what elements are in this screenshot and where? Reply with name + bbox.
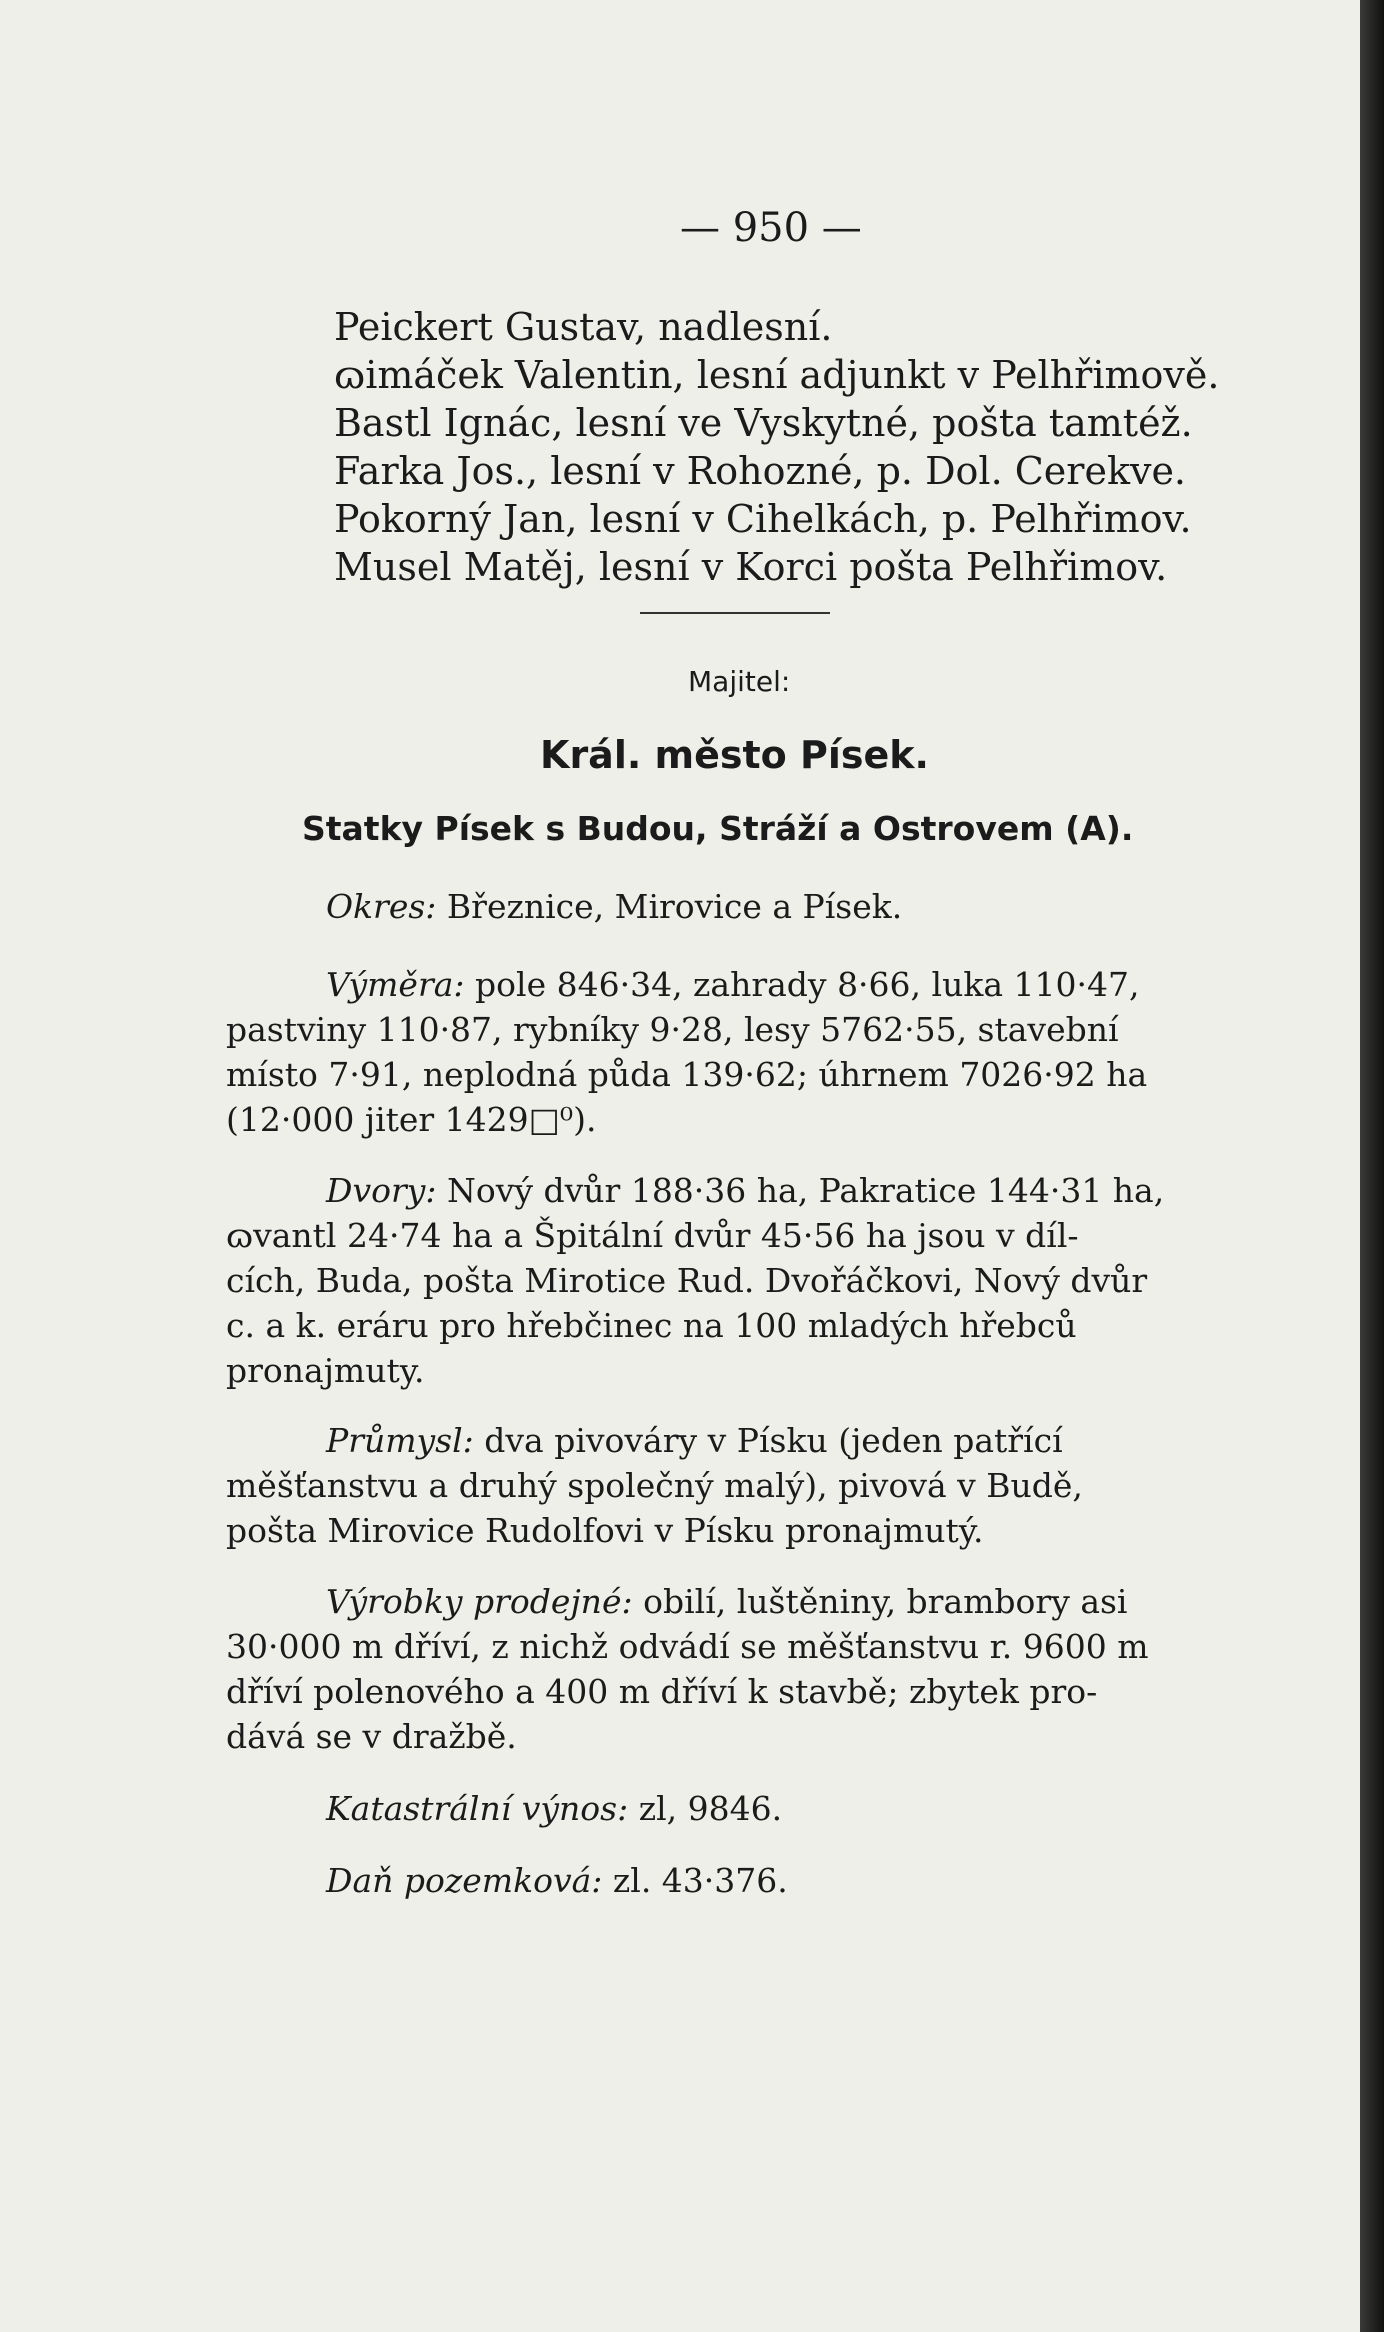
prumysl-line	[326, 1421, 1063, 1460]
okres-label: Okres:	[326, 887, 437, 926]
staff-line: ɷimáček Valentin, lesní adjunkt v Pelhřimově.	[334, 353, 1220, 397]
vyrobky-text: obilí, luštěniny, brambory asi	[643, 1582, 1128, 1621]
owner-label: Majitel:	[688, 665, 791, 698]
page-edge-shadow	[1360, 0, 1384, 2332]
katastralni-label: Katastrální výnos:	[326, 1789, 629, 1828]
prumysl-line: pošta Mirovice Rudolfovi v Písku pronajmutý.	[226, 1511, 984, 1550]
staff-line: Bastl Ignác, lesní ve Vyskytné, pošta tamtéž.	[334, 401, 1193, 445]
vyrobky-line	[326, 1582, 1128, 1621]
dan-text: zl. 43·376.	[612, 1861, 788, 1900]
okres-line	[326, 887, 903, 926]
staff-line: Pokorný Jan, lesní v Cihelkách, p. Pelhřimov.	[334, 497, 1192, 541]
vymera-text: pole 846·34, zahrady 8·66, luka 110·47,	[475, 965, 1140, 1004]
dan-label: Daň pozemková:	[326, 1861, 603, 1900]
katastralni-line	[326, 1789, 783, 1828]
vyrobky-line: dává se v dražbě.	[226, 1717, 517, 1756]
staff-line: Peickert Gustav, nadlesní.	[334, 305, 833, 349]
katastralni-text: zl, 9846.	[638, 1789, 783, 1828]
vymera-line	[326, 965, 1140, 1004]
prumysl-label: Průmysl:	[326, 1421, 474, 1460]
dvory-line: pronajmuty.	[226, 1351, 425, 1390]
vyrobky-label: Výrobky prodejné:	[326, 1582, 633, 1621]
page-number: — 950 —	[680, 205, 862, 251]
okres-text: Březnice, Mirovice a Písek.	[446, 887, 903, 926]
estate-heading: Statky Písek s Budou, Stráží a Ostrovem (A).	[302, 809, 1134, 848]
vymera-line: pastviny 110·87, rybníky 9·28, lesy 5762·55, stavební	[226, 1010, 1119, 1049]
prumysl-line: měšťanstvu a druhý společný malý), pivová v Budě,	[226, 1466, 1083, 1505]
dvory-line: c. a k. eráru pro hřebčinec na 100 mladých hřebců	[226, 1306, 1077, 1345]
prumysl-text: dva pivováry v Písku (jeden patřící	[484, 1421, 1063, 1460]
dvory-line	[326, 1171, 1165, 1210]
staff-line: Farka Jos., lesní v Rohozné, p. Dol. Cerekve.	[334, 449, 1187, 493]
dvory-label: Dvory:	[326, 1171, 437, 1210]
dvory-line: cích, Buda, pošta Mirotice Rud. Dvořáčkovi, Nový dvůr	[226, 1261, 1148, 1300]
vymera-label: Výměra:	[326, 965, 465, 1004]
dvory-text: Nový dvůr 188·36 ha, Pakratice 144·31 ha,	[447, 1171, 1165, 1210]
section-divider	[640, 612, 830, 614]
vymera-line: (12·000 jiter 1429□⁰).	[226, 1100, 597, 1139]
staff-line: Musel Matěj, lesní v Korci pošta Pelhřimov.	[334, 545, 1168, 589]
dvory-line: ɷvantl 24·74 ha a Špitální dvůr 45·56 ha jsou v díl-	[226, 1216, 1079, 1255]
vyrobky-line: 30·000 m dříví, z nichž odvádí se měšťanstvu r. 9600 m	[226, 1627, 1149, 1666]
vyrobky-line: dříví polenového a 400 m dříví k stavbě; zbytek pro-	[226, 1672, 1098, 1711]
vymera-line: místo 7·91, neplodná půda 139·62; úhrnem 7026·92 ha	[226, 1055, 1148, 1094]
owner-heading: Král. město Písek.	[540, 733, 929, 777]
dan-line	[326, 1861, 788, 1900]
